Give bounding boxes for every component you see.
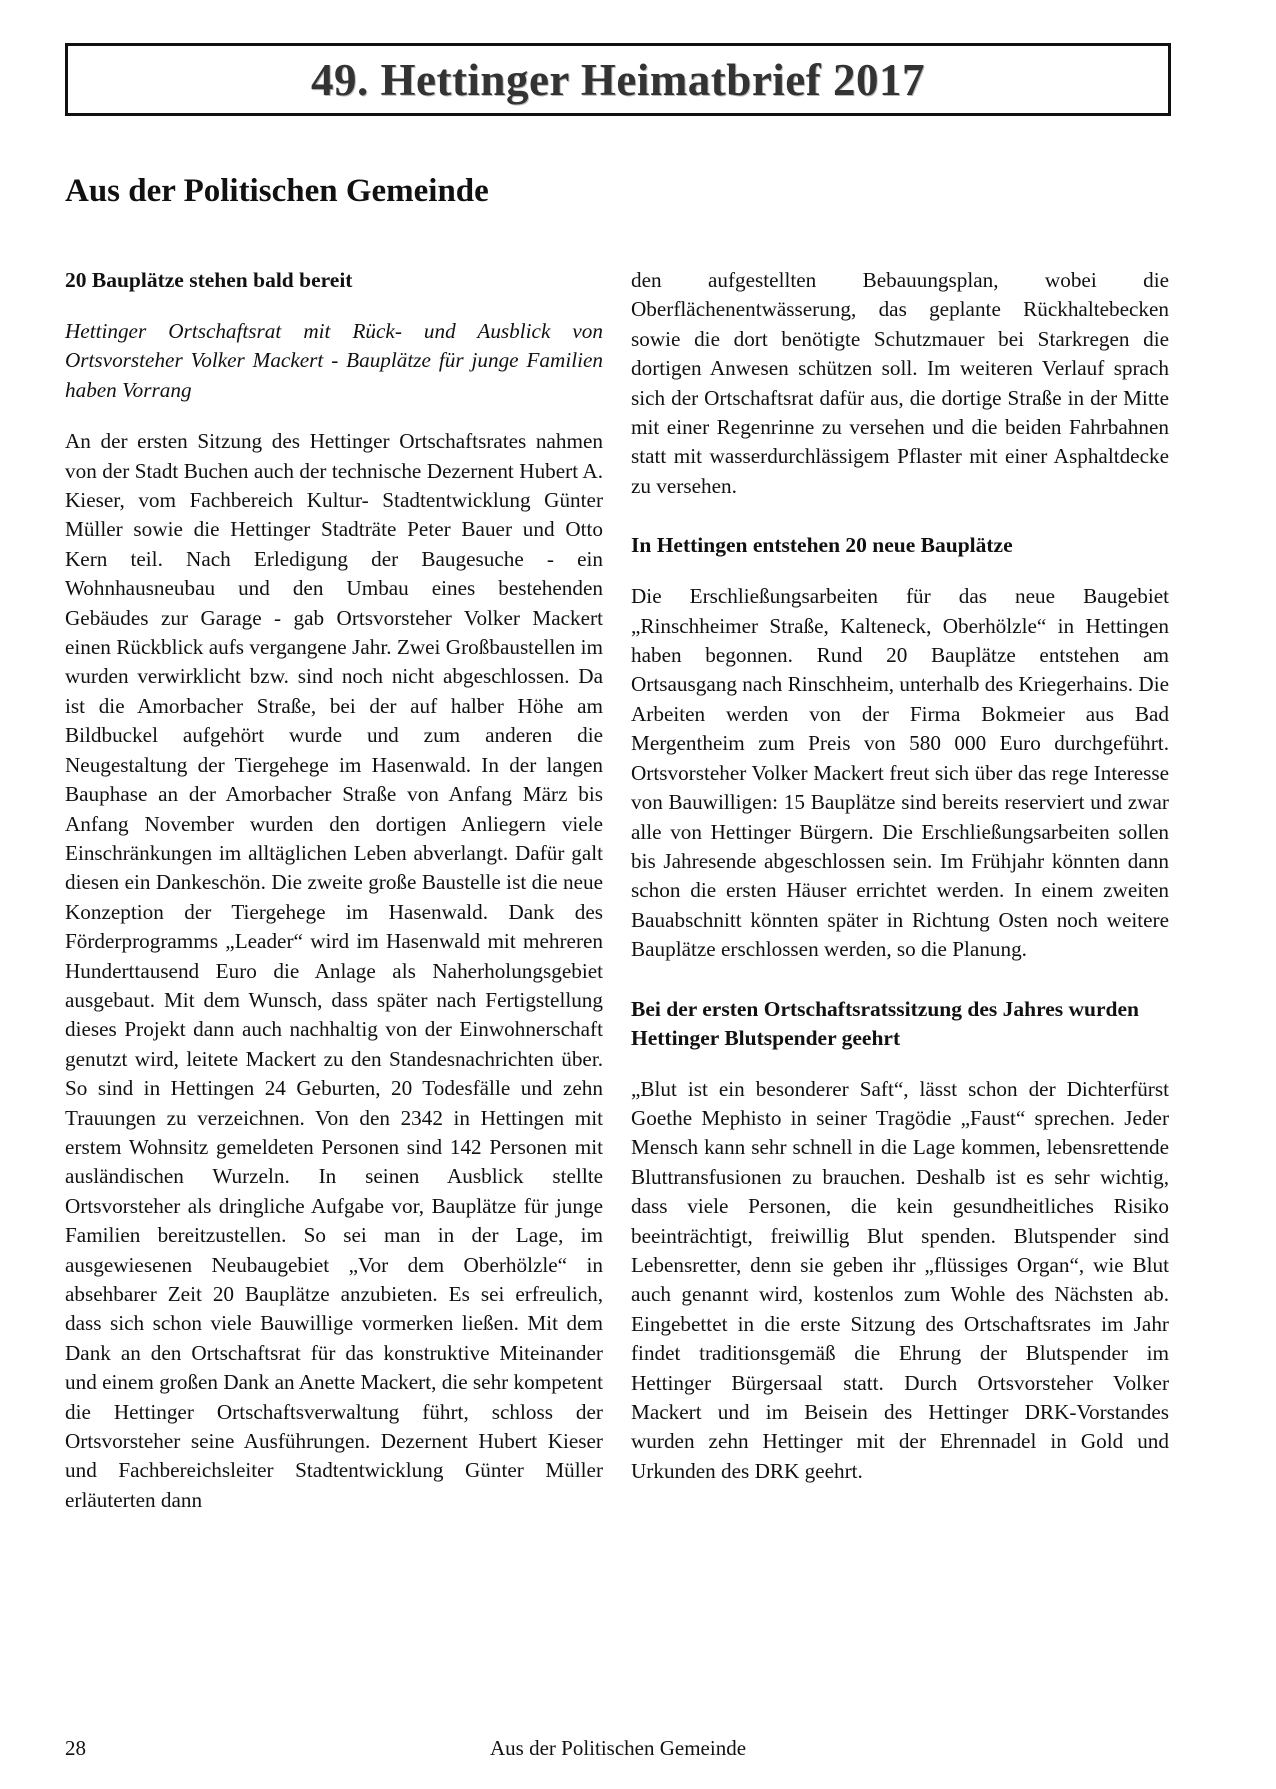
article1-headline: 20 Bauplätze stehen bald bereit <box>65 268 353 292</box>
left-column <box>65 266 603 1515</box>
running-title: Aus der Politischen Gemeinde <box>489 1736 747 1760</box>
newsletter-title: 49. Hettinger Heimatbrief 2017 <box>310 54 926 105</box>
article1-subheadline: Hettinger Ortschaftsrat mit Rück- und Ausblick von Ortsvorsteher Volker Mackert - Bauplätze für junge Familien haben Vorrang <box>65 319 603 402</box>
header-box <box>65 43 1171 116</box>
article1-body-left: An der ersten Sitzung des Hettinger Ortschaftsrates nahmen von der Stadt Buchen auch der technische Dezernent Hubert A. Kieser, vom Fachbereich Kultur- Stadtentwicklung Günter Müller sowie die Hettinger Stadträte Peter Bauer und Otto Kern teil. Nach Erledigung der Baugesuche - ein Wohnhausneubau und den Umbau eines bestehenden Gebäudes zur Garage - gab Ortsvorsteher Volker Mackert einen Rückblick aufs vergangene Jahr. Zwei Großbaustellen im wurden verwirklicht bzw. sind noch nicht abgeschlossen. Da ist die Amorbacher Straße, bei der auf halber Höhe am Bildbuckel aufgehört wurde und zum anderen die Neugestaltung der Tiergehege im Hasenwald. In der langen Bauphase an der Amorbacher Straße von Anfang März bis Anfang November wurden den dortigen Anliegern viele Einschränkungen im alltäglichen Leben abverlangt. Dafür galt diesen ein Dankeschön. Die zweite große Baustelle ist die neue Konzeption der Tiergehege im Hasenwald. Dank des Förderprogramms „Leader“ wird im Hasenwald mit mehreren Hunderttausend Euro die Anlage als Naherholungsgebiet ausgebaut. Mit dem Wunsch, dass später nach Fertigstellung dieses Projekt dann auch nachhaltig von der Einwohnerschaft genutzt wird, leitete Mackert zu den Standesnachrichten über. So sind in Hettingen 24 Geburten, 20 Todesfälle und zehn Trauungen zu verzeichnen. Von den 2342 in Hettingen mit erstem Wohnsitz gemeldeten Personen sind 142 Personen mit ausländischen Wurzeln. In seinen Ausblick stellte Ortsvorsteher als dringliche Aufgabe vor, Bauplätze für junge Familien bereitzustellen. So sei man in der Lage, im ausgewiesenen Neubaugebiet „Vor dem Oberhölzle“ in absehbarer Zeit 20 Bauplätze anzubieten. Es sei erfreulich, dass sich schon viele Bauwillige vormerken ließen. Mit dem Dank an den Ortschaftsrat für das konstruktive Miteinander und einem großen Dank an Anette Mackert, die sehr kompetent die Hettinger Ortschaftsverwaltung führt, schloss der Ortsvorsteher seine Ausführungen. Dezernent Hubert Kieser und Fachbereichsleiter Stadtentwicklung Günter Müller erläuterten dann <box>65 429 603 1512</box>
article2-headline: In Hettingen entstehen 20 neue Bauplätze <box>631 533 1013 558</box>
page-number: 28 <box>65 1736 86 1760</box>
right-column <box>631 266 1169 1486</box>
article2-body: Die Erschließungsarbeiten für das neue Baugebiet „Rinschheimer Straße, Kalteneck, Oberhölzle“ in Hettingen haben begonnen. Rund 20 Bauplätze entstehen am Ortsausgang nach Rinschheim, unterhalb des Kriegerhains. Die Arbeiten werden von der Firma Bokmeier aus Bad Mergentheim zum Preis von 580 000 Euro durchgeführt. Ortsvorsteher Volker Mackert freut sich über das rege Interesse von Bauwilligen: 15 Bauplätze sind bereits reserviert und zwar alle von Hettinger Bürgern. Die Erschließungsarbeiten sollen bis Jahresende abgeschlossen sein. Im Frühjahr könnten dann schon die ersten Häuser errichtet werden. In einem zweiten Bauabschnitt könnten später in Richtung Osten noch weitere Bauplätze erschlossen werden, so die Planung. <box>631 584 1169 962</box>
article1-body-right: den aufgestellten Bebauungsplan, wobei die Oberflächenentwässerung, das geplante Rückhaltebecken sowie die dort benötigte Schutzmauer bei Starkregen die dortigen Anwesen schützen soll. Im weiteren Verlauf sprach sich der Ortschaftsrat dafür aus, die dortige Straße in der Mitte mit einer Regenrinne zu versehen und die beiden Fahrbahnen statt mit wasserdurchlässigem Pflaster mit einer Asphaltdecke zu versehen. <box>631 268 1169 498</box>
article3-body: „Blut ist ein besonderer Saft“, lässt schon der Dichterfürst Goethe Mephisto in seiner Tragödie „Faust“ sprechen. Jeder Mensch kann sehr schnell in die Lage kommen, lebensrettende Bluttransfusionen zu brauchen. Deshalb ist es sehr wichtig, dass viele Personen, die kein gesundheitliches Risiko beeinträchtigt, freiwillig Blut spenden. Blutspender sind Lebensretter, denn sie geben ihr „flüssiges Organ“, wie Blut auch genannt wird, kostenlos zum Wohle des Nächsten ab. Eingebettet in die erste Sitzung des Ortschaftsrates im Jahr findet traditionsgemäß die Ehrung der Blutspender im Hettinger Bürgersaal statt. Durch Ortsvorsteher Volker Mackert und im Beisein des Hettinger DRK-Vorstandes wurden zehn Hettinger mit der Ehrennadel in Gold und Urkunden des DRK geehrt. <box>631 1076 1169 1483</box>
article3-headline: Bei der ersten Ortschaftsratssitzung des Jahres wurden Hettinger Blutspender geehrt <box>631 996 1140 1050</box>
section-title: Aus der Politischen Gemeinde <box>65 173 489 209</box>
